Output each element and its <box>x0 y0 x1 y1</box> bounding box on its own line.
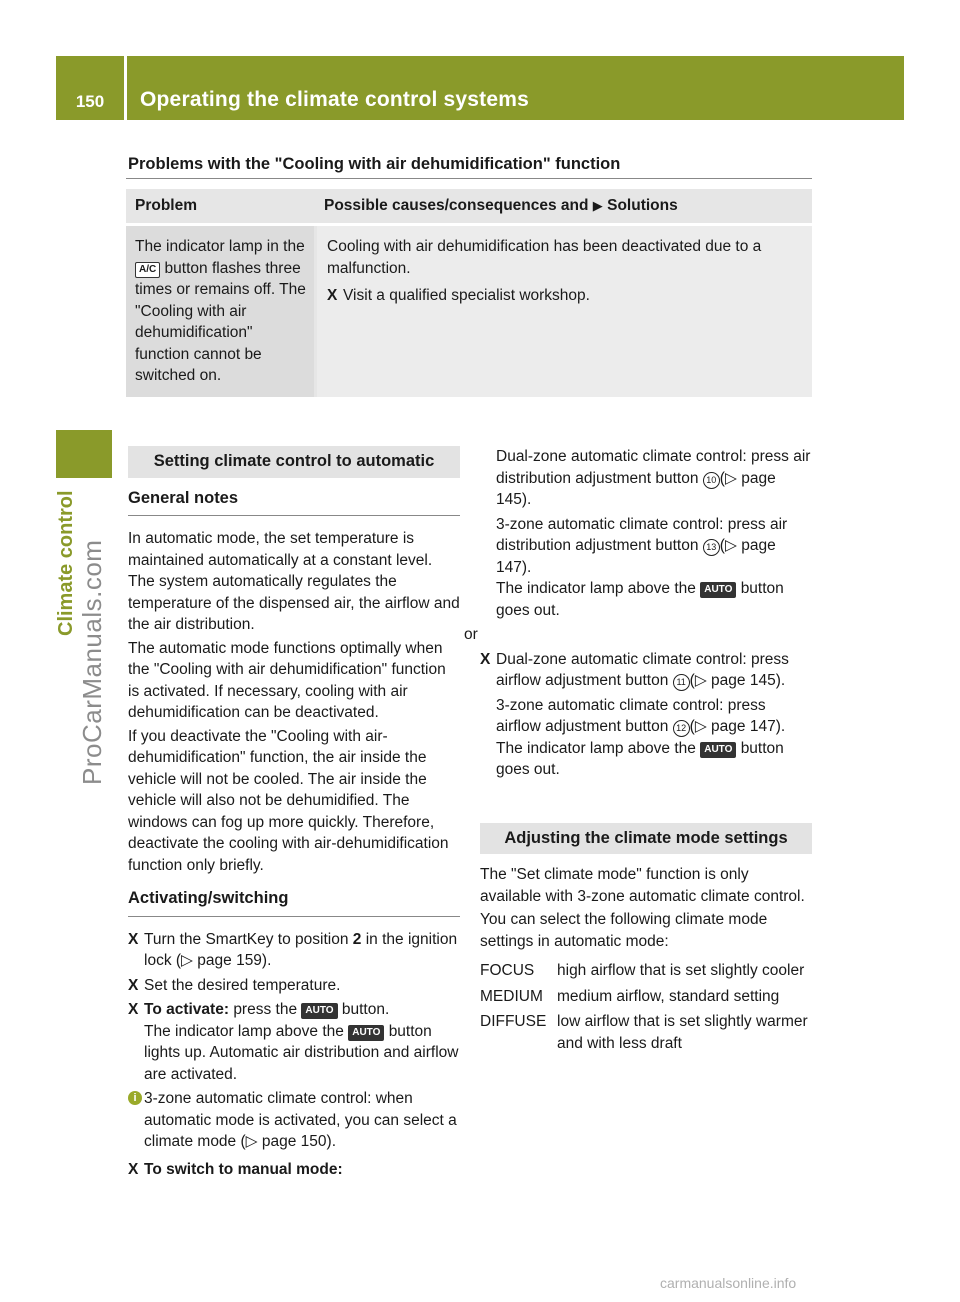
cause-text: Cooling with air dehumidification has been deactivated due to a malfunction. <box>327 238 762 277</box>
step1-text-a: Turn the SmartKey to position <box>144 930 349 948</box>
manual-3zone-airflow: 3-zone automatic climate control: press airflow adjustment button 12 (▷ page 147). The indicator lamp above the AUTO button goes out. <box>496 696 786 778</box>
climate-mode-paragraph-1: The "Set climate mode" function is only available with 3-zone automatic climate control. <box>480 866 805 905</box>
or-text: or <box>464 626 478 643</box>
header-problem: Problem <box>135 197 198 215</box>
right-column <box>464 446 812 1058</box>
manual-r6-text-a: The indicator lamp above the <box>496 739 696 757</box>
step-arrow-icon: X <box>327 287 338 304</box>
step4-label: To switch to manual mode: <box>144 1160 343 1178</box>
manual-r4-page: page 145). <box>711 672 786 689</box>
solution-step <box>327 285 800 307</box>
page-ref-icon: ▷ <box>724 537 737 554</box>
general-paragraph-3: If you deactivate the "Cooling with air-dehumidification" function, the air inside the vehicle will not be cooled. The air inside the vehicle will also not be dehumidified. The windows can fog up more quickly. Therefore, deactivate the cooling with air-dehumidification function only briefly. <box>128 727 449 874</box>
page-number: 150 <box>75 92 105 111</box>
step-arrow-icon: X <box>128 1160 139 1178</box>
step3-text-b: button. <box>341 1001 390 1018</box>
info-icon: i <box>128 1091 142 1105</box>
step3-text-c: The indicator lamp above the <box>144 1022 344 1040</box>
step2-text: Set the desired temperature. <box>144 976 341 994</box>
automatic-heading: Setting climate control to automatic <box>128 446 460 478</box>
activating-heading: Activating/switching <box>128 889 289 907</box>
mode-description: medium airflow, standard setting <box>557 987 780 1005</box>
side-watermark: ProCarManuals.com <box>77 540 107 786</box>
mode-description: high airflow that is set slightly cooler <box>557 962 805 979</box>
manual-r6-text-b: button goes out. <box>496 739 784 778</box>
manual-r1-page: page 145). <box>496 469 776 508</box>
page-ref-icon: ▷ <box>694 718 707 735</box>
step3-text-d: button lights up. Automatic air distribution and airflow are activated. <box>144 1022 459 1083</box>
step-arrow-icon: X <box>128 1001 139 1018</box>
control-number-icon: 13 <box>703 539 720 556</box>
info-note <box>128 1088 460 1153</box>
side-tab-label: Climate control <box>55 490 77 636</box>
page-ref-icon: ▷ <box>724 469 737 487</box>
table-heading-rule <box>126 178 812 179</box>
left-column <box>128 446 460 1183</box>
mode-row-diffuse <box>480 1011 812 1054</box>
manual-r3-text-a: The indicator lamp above the <box>496 580 696 597</box>
step1-position: 2 <box>352 930 362 948</box>
step3-text-a: press the <box>233 1001 298 1018</box>
climate-mode-heading: Adjusting the climate mode settings <box>480 823 812 855</box>
step-activate <box>128 999 460 1085</box>
table-row <box>126 226 812 397</box>
header-solutions-post: Solutions <box>607 197 678 215</box>
info-page-ref: page 150). <box>261 1133 337 1150</box>
manual-r1-text: Dual-zone automatic climate control: press air distribution adjustment button <box>496 448 811 487</box>
step-arrow-icon: X <box>480 650 491 668</box>
page-ref-icon: ▷ <box>181 952 193 969</box>
climate-mode-paragraph-2: You can select the following climate mode settings in automatic mode: <box>480 911 768 950</box>
mode-row-focus <box>480 960 812 982</box>
page-ref-icon: ▷ <box>245 1133 258 1150</box>
mode-row-medium <box>480 986 812 1008</box>
header-solutions-pre: Possible causes/consequences and <box>324 197 589 215</box>
manual-dual-distribution: Dual-zone automatic climate control: press air distribution adjustment button 10 (▷ page 145). <box>496 448 811 508</box>
activating-rule <box>128 916 460 917</box>
auto-button-icon: AUTO <box>348 1025 384 1041</box>
step1-text-b: in the ignition lock ( <box>144 930 458 969</box>
side-tab-marker <box>56 430 112 478</box>
control-number-icon: 12 <box>673 720 690 737</box>
problem-text-1: The indicator lamp in the <box>135 238 305 255</box>
header-solutions <box>314 195 812 217</box>
mode-name: DIFFUSE <box>480 1013 547 1030</box>
step-arrow-icon: X <box>128 976 139 994</box>
manual-r2-text: 3-zone automatic climate control: press air distribution adjustment button <box>496 515 788 554</box>
solution-step-text: Visit a qualified specialist workshop. <box>343 287 590 304</box>
auto-button-icon: AUTO <box>301 1003 337 1019</box>
step-arrow-icon: X <box>128 930 139 948</box>
manual-r5-page: page 147). <box>711 718 786 735</box>
info-text: 3-zone automatic climate control: when automatic mode is activated, you can select a climate mode ( <box>144 1090 457 1150</box>
step3-label: To activate: <box>144 1001 229 1018</box>
general-notes-heading: General notes <box>128 488 239 507</box>
manual-r5-text: 3-zone automatic climate control: press airflow adjustment button <box>496 696 766 735</box>
problem-cell <box>126 226 314 397</box>
page-ref-icon: ▷ <box>694 672 707 689</box>
header-divider <box>124 56 127 120</box>
solution-cell <box>317 226 812 397</box>
general-paragraph-2: The automatic mode functions optimally when the "Cooling with air dehumidification" function is activated. If necessary, cooling with air dehumidification can be deactivated. <box>128 639 446 721</box>
manual-r3-text-b: button goes out. <box>496 580 784 619</box>
auto-button-icon: AUTO <box>700 582 736 598</box>
table-header-row <box>126 189 812 223</box>
problem-table <box>126 189 812 397</box>
problem-text-2: button flashes three times or remains off. The "Cooling with air dehumidification" function cannot be switched on. <box>135 259 306 384</box>
table-heading: Problems with the "Cooling with air dehumidification" function <box>128 155 621 173</box>
mode-name: MEDIUM <box>480 987 543 1005</box>
footer-watermark: carmanualsonline.info <box>660 1275 797 1291</box>
mode-name: FOCUS <box>480 962 535 979</box>
step-set-temperature <box>128 975 460 997</box>
ac-button-icon: A/C <box>135 262 160 278</box>
arrow-right-icon: ▶ <box>592 198 603 214</box>
general-notes-rule <box>128 515 460 516</box>
manual-3zone-distribution: 3-zone automatic climate control: press air distribution adjustment button 13 (▷ page 147). The indicator lamp above the AUTO button goes out. <box>496 515 788 619</box>
page-title: Operating the climate control systems <box>140 88 530 111</box>
control-number-icon: 11 <box>673 674 690 691</box>
step-turn-key <box>128 929 460 972</box>
step1-page-ref: page 159). <box>197 952 272 969</box>
manual-dual-airflow: X Dual-zone automatic climate control: press airflow adjustment button 11 (▷ page 145). <box>480 650 789 689</box>
general-paragraph-1: In automatic mode, the set temperature is maintained automatically at a constant level. The system automatically regulates the temperature of the dispensed air, the airflow and the air distribution. <box>128 530 460 633</box>
manual-r4-text: Dual-zone automatic climate control: press airflow adjustment button <box>496 650 789 689</box>
auto-button-icon: AUTO <box>700 742 736 758</box>
control-number-icon: 10 <box>703 472 720 489</box>
step-manual-mode <box>128 1159 460 1181</box>
mode-description: low airflow that is set slightly warmer and with less draft <box>557 1013 808 1052</box>
manual-r2-page: page 147). <box>496 537 776 576</box>
